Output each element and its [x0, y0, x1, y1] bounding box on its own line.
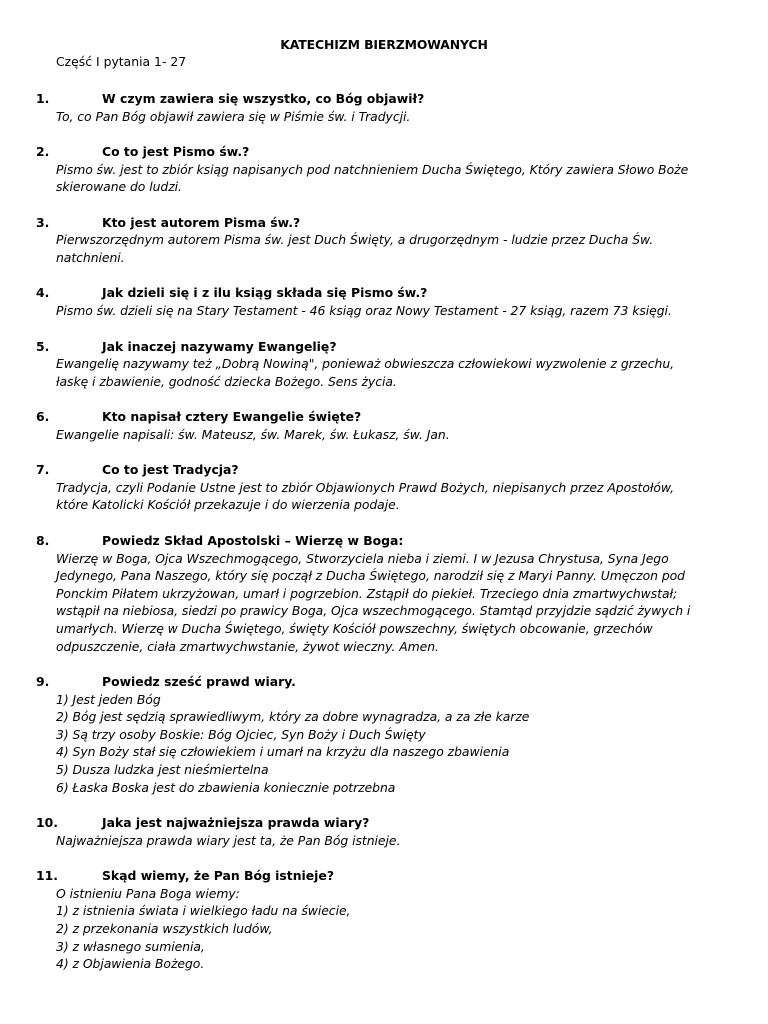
question-number: 3. [36, 214, 50, 230]
answer-text [0, 885, 768, 973]
question-number: 6. [36, 409, 50, 425]
question-list [0, 90, 768, 991]
answer-line: odpuszczenie, ciała zmartwychwstanie, żywot wieczny. Amen. [56, 638, 439, 654]
question-number: 10. [36, 815, 58, 831]
question-heading [0, 90, 768, 108]
answer-text [0, 832, 768, 850]
question-item [0, 284, 768, 319]
question-text: Powiedz sześć prawd wiary. [102, 674, 296, 690]
answer-line: Ponckim Piłatem ukrzyżowan, umarł i pogrzebion. Zstąpił do piekieł. Trzeciego dnia zmartwychwstał; [56, 585, 678, 601]
answer-line: 1) Jest jeden Bóg [56, 691, 161, 707]
question-item [0, 90, 768, 125]
question-item [0, 338, 768, 391]
answer-line: Pierwszorzędnym autorem Pisma św. jest Duch Święty, a drugorzędnym - ludzie przez Ducha Św. [56, 232, 654, 248]
answer-line: Najważniejsza prawda wiary jest ta, że Pan Bóg istnieje. [56, 832, 401, 848]
answer-text [0, 426, 768, 444]
question-text: W czym zawiera się wszystko, co Bóg objawił? [102, 91, 425, 106]
question-item [0, 214, 768, 267]
answer-line: wstąpił na niebiosa, siedzi po prawicy Boga, Ojca wszechmogącego. Stamtąd przyjdzie sądzić żywych i [56, 603, 691, 619]
answer-line: 2) z przekonania wszystkich ludów, [56, 920, 273, 936]
question-item [0, 408, 768, 443]
answer-line: Wierzę w Boga, Ojca Wszechmogącego, Stworzyciela nieba i ziemi. I w Jezusa Chrystusa, Syna Jego [56, 550, 669, 566]
answer-line: 6) Łaska Boska jest do zbawienia koniecznie potrzebna [56, 779, 396, 795]
answer-line: skierowane do ludzi. [56, 179, 182, 195]
document-title: KATECHIZM BIERZMOWANYCH [280, 37, 488, 52]
answer-text [0, 231, 768, 266]
answer-text [0, 108, 768, 126]
question-item [0, 814, 768, 849]
question-text: Jak inaczej nazywamy Ewangelię? [102, 338, 337, 354]
question-heading [0, 673, 768, 691]
answer-line: Ewangelię nazywamy też „Dobrą Nowiną", ponieważ obwieszcza człowiekowi wyzwolenie z grzechu, [56, 356, 675, 372]
question-text: Jak dzieli się i z ilu ksiąg składa się Pismo św.? [102, 285, 428, 301]
answer-line: łaskę i zbawienie, godność dziecka Bożego. Sens życia. [56, 373, 397, 389]
question-number: 4. [36, 285, 50, 301]
question-number: 9. [36, 674, 50, 690]
question-text: Co to jest Pismo św.? [102, 144, 250, 160]
question-text: Kto napisał cztery Ewangelie święte? [102, 409, 362, 425]
answer-line: 3) z własnego sumienia, [56, 938, 205, 954]
question-text: Jaka jest najważniejsza prawda wiary? [102, 815, 370, 831]
answer-line: 3) Są trzy osoby Boskie: Bóg Ojciec, Syn Boży i Duch Święty [56, 726, 426, 742]
answer-line: 4) Syn Boży stał się człowiekiem i umarł na krzyżu dla naszego zbawienia [56, 744, 510, 760]
question-number: 11. [36, 868, 58, 884]
question-heading [0, 408, 768, 426]
answer-text [0, 691, 768, 797]
answer-line: O istnieniu Pana Boga wiemy: [56, 885, 240, 901]
question-number: 2. [36, 144, 50, 160]
question-text: Co to jest Tradycja? [102, 462, 239, 478]
question-item [0, 461, 768, 514]
question-heading [0, 338, 768, 356]
question-heading [0, 143, 768, 161]
answer-text [0, 550, 768, 656]
answer-line: Tradycja, czyli Podanie Ustne jest to zbiór Objawionych Prawd Bożych, niepisanych przez Apostołów, [56, 479, 675, 495]
question-item [0, 532, 768, 655]
answer-line: które Katolicki Kościół przekazuje i do wierzenia podaje. [56, 497, 400, 513]
question-heading [0, 532, 768, 550]
answer-line: 4) z Objawienia Bożego. [56, 956, 205, 972]
question-number: 1. [36, 91, 50, 106]
answer-line: To, co Pan Bóg objawił zawiera się w Piśmie św. i Tradycji. [56, 108, 411, 124]
answer-line: Ewangelie napisali: św. Mateusz, św. Marek, św. Łukasz, św. Jan. [56, 426, 450, 442]
question-text: Skąd wiemy, że Pan Bóg istnieje? [102, 868, 335, 884]
question-heading [0, 214, 768, 232]
question-number: 8. [36, 533, 50, 549]
question-heading [0, 814, 768, 832]
answer-line: Pismo św. jest to zbiór ksiąg napisanych pod natchnieniem Ducha Świętego, Który zawiera Słowo Boże [56, 161, 689, 177]
question-heading [0, 461, 768, 479]
answer-line: Pismo św. dzieli się na Stary Testament - 46 ksiąg oraz Nowy Testament - 27 ksiąg, razem 73 księgi. [56, 302, 672, 318]
answer-line: umarłych. Wierzę w Ducha Świętego, święty Kościół powszechny, świętych obcowanie, grzechów [56, 620, 653, 636]
answer-text [0, 479, 768, 514]
answer-line: 2) Bóg jest sędzią sprawiedliwym, który za dobre wynagradza, a za złe karze [56, 709, 530, 725]
answer-text [0, 161, 768, 196]
question-text: Kto jest autorem Pisma św.? [102, 214, 301, 230]
question-item [0, 867, 768, 972]
answer-text [0, 355, 768, 390]
answer-text [0, 302, 768, 320]
answer-line: natchnieni. [56, 249, 125, 265]
answer-line: Jedynego, Pana Naszego, który się począł z Ducha Świętego, narodził się z Maryi Panny. Umęczon pod [56, 568, 685, 584]
question-number: 5. [36, 338, 50, 354]
answer-line: 5) Dusza ludzka jest nieśmiertelna [56, 761, 269, 777]
question-text: Powiedz Skład Apostolski – Wierzę w Boga: [102, 533, 404, 549]
question-number: 7. [36, 462, 50, 478]
question-heading [0, 284, 768, 302]
document-subtitle: Część I pytania 1- 27 [56, 54, 187, 69]
question-item [0, 673, 768, 796]
question-heading [0, 867, 768, 885]
answer-line: 1) z istnienia świata i wielkiego ładu na świecie, [56, 903, 351, 919]
question-item [0, 143, 768, 196]
